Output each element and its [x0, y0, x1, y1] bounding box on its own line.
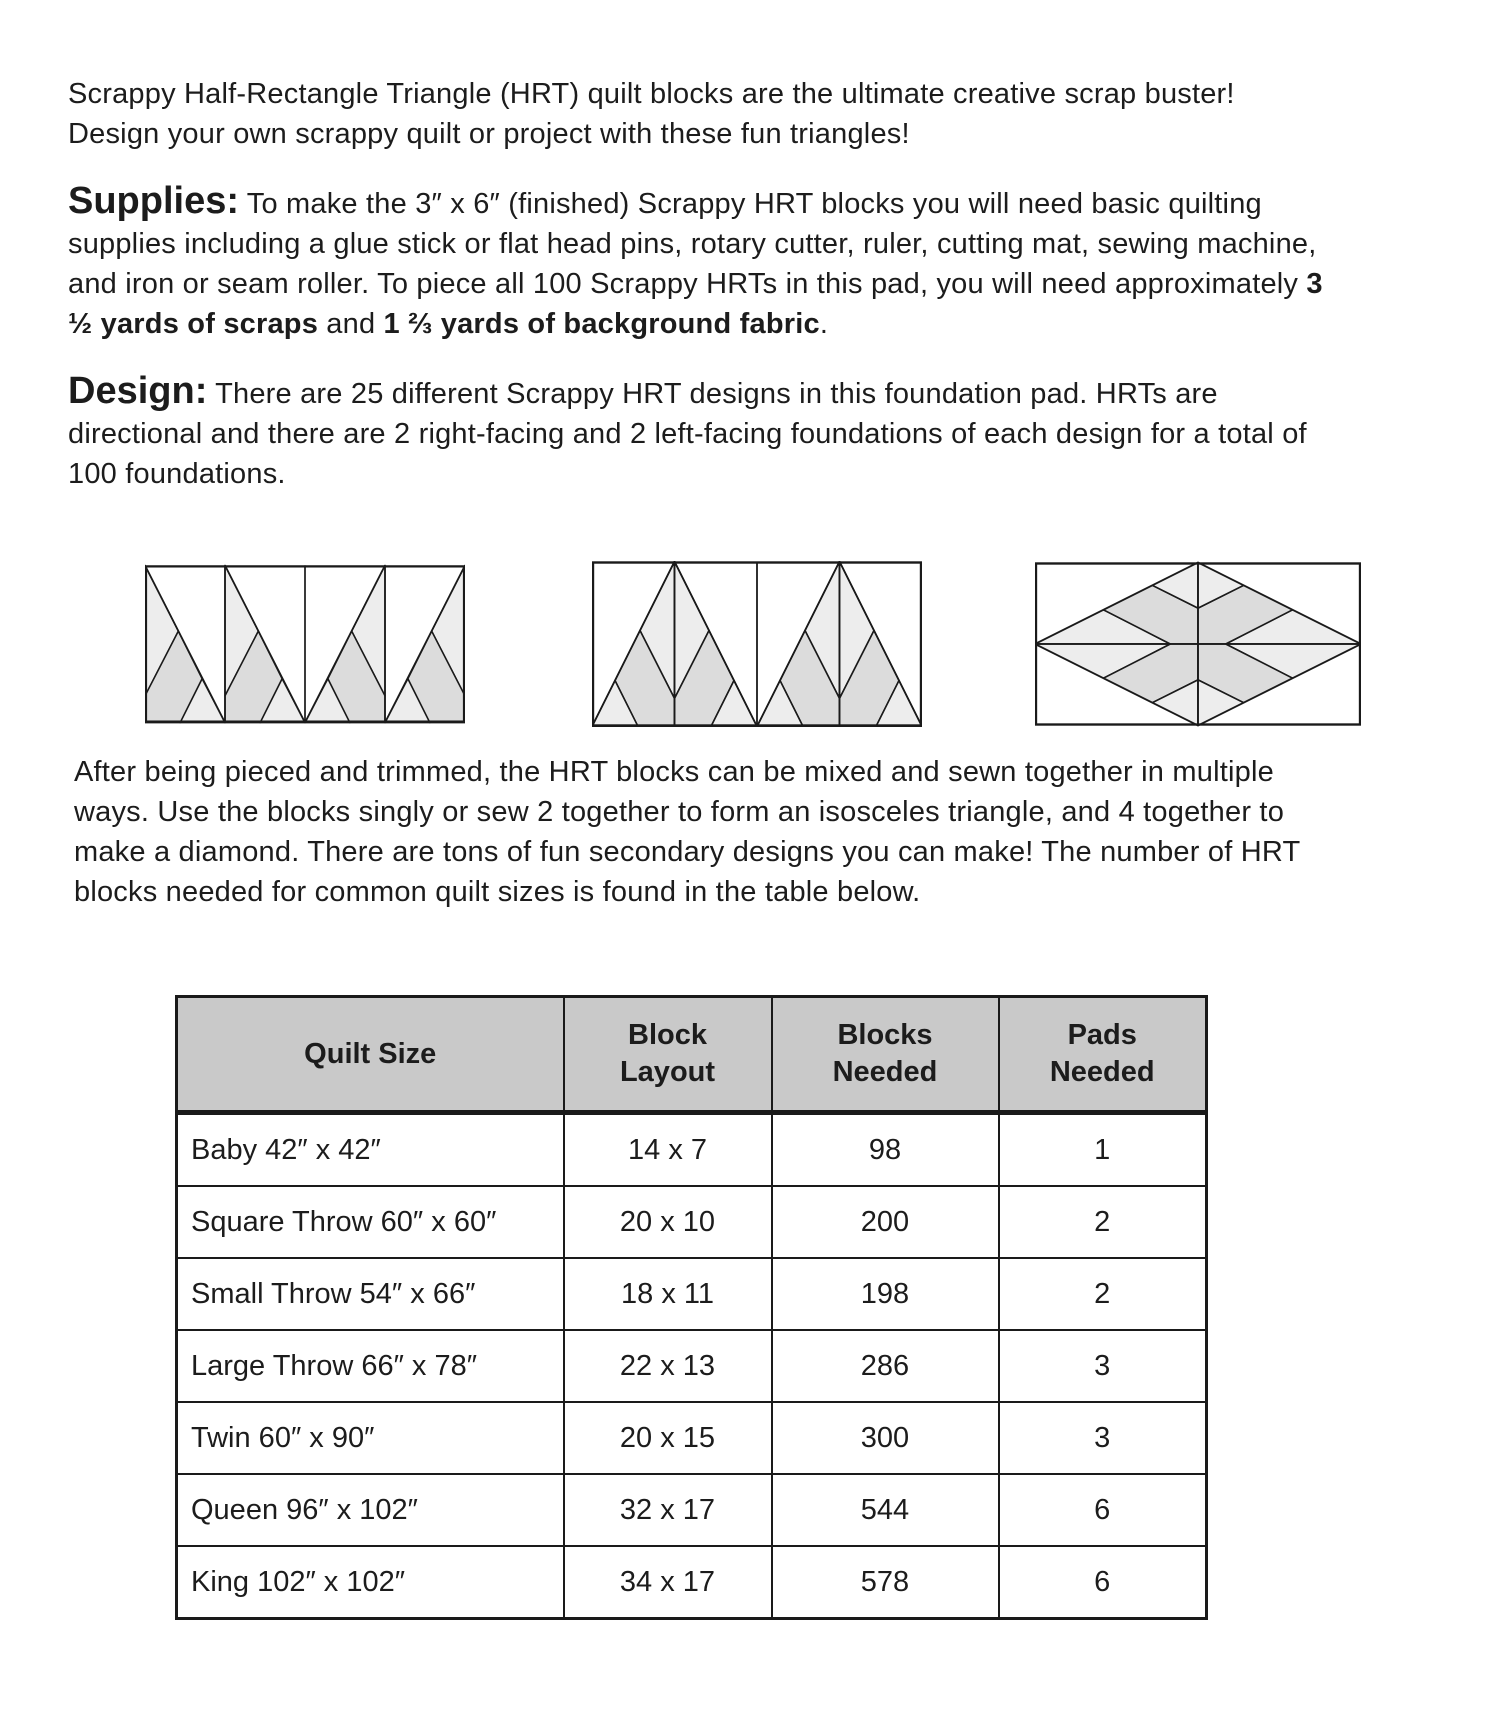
table-row	[177, 1402, 1207, 1474]
design-heading: Design:	[68, 370, 208, 412]
cell-blocks-needed: 200	[772, 1186, 999, 1258]
cell-block-layout: 14 x 7	[564, 1113, 772, 1187]
supplies-bold-background: 1 ⅔ yards of background fabric	[383, 308, 820, 340]
intro-line-2: Design your own scrappy quilt or project with these fun triangles!	[68, 118, 910, 150]
hrt-diamond-diagram	[1035, 561, 1361, 727]
hrt-single-blocks-diagram	[145, 561, 465, 727]
cell-quilt-size: Twin 60″ x 90″	[177, 1402, 564, 1474]
cell-quilt-size: Queen 96″ x 102″	[177, 1474, 564, 1546]
cell-pads-needed: 2	[999, 1186, 1207, 1258]
supplies-heading: Supplies:	[68, 180, 240, 222]
supplies-text-2: and	[318, 308, 384, 340]
cell-pads-needed: 3	[999, 1402, 1207, 1474]
diagrams-row	[0, 561, 1500, 727]
intro-line-1: Scrappy Half-Rectangle Triangle (HRT) quilt blocks are the ultimate creative scrap buster!	[68, 78, 1235, 110]
cell-pads-needed: 1	[999, 1113, 1207, 1187]
cell-block-layout: 34 x 17	[564, 1546, 772, 1619]
cell-quilt-size: Square Throw 60″ x 60″	[177, 1186, 564, 1258]
hrt-triangle-pairs-svg	[592, 561, 922, 727]
supplies-bold-scraps: 3 ½ yards of scraps	[68, 268, 1323, 340]
cell-pads-needed: 6	[999, 1546, 1207, 1619]
cell-block-layout: 20 x 10	[564, 1186, 772, 1258]
cell-blocks-needed: 198	[772, 1258, 999, 1330]
table-header-row	[177, 997, 1207, 1113]
supplies-text-3: .	[819, 308, 829, 340]
cell-blocks-needed: 300	[772, 1402, 999, 1474]
cell-quilt-size: King 102″ x 102″	[177, 1546, 564, 1619]
design-text: There are 25 different Scrappy HRT designs in this foundation pad. HRTs are directional and there are 2 right-facing and 2 left-facing foundations of each design for a total of 100 foundations.	[68, 378, 1307, 490]
cell-blocks-needed: 98	[772, 1113, 999, 1187]
cell-block-layout: 18 x 11	[564, 1258, 772, 1330]
cell-quilt-size: Small Throw 54″ x 66″	[177, 1258, 564, 1330]
supplies-text-1: To make the 3″ x 6″ (finished) Scrappy HRT blocks you will need basic quilting supplies including a glue stick or flat head pins, rotary cutter, ruler, cutting mat, sewing machine, and iron or seam roller. To piece all 100 Scrappy HRTs in this pad, you will need approximately	[68, 188, 1317, 300]
table-row	[177, 1186, 1207, 1258]
hrt-triangle-pairs-diagram	[592, 561, 922, 727]
hrt-single-blocks-svg	[145, 561, 465, 727]
assembly-paragraph: After being pieced and trimmed, the HRT blocks can be mixed and sewn together in multiple ways. Use the blocks singly or sew 2 together to form an isosceles triangle, and 4 together to make a diamond. There are tons of fun secondary designs you can make! The number of HRT blocks needed for common quilt sizes is found in the table below.	[74, 756, 1300, 908]
hrt-diamond-svg	[1035, 561, 1361, 727]
header-pads-needed: Pads Needed	[999, 997, 1207, 1113]
intro-paragraph	[68, 74, 1378, 154]
table-row	[177, 1258, 1207, 1330]
cell-quilt-size: Large Throw 66″ x 78″	[177, 1330, 564, 1402]
header-blocks-needed: Blocks Needed	[772, 997, 999, 1113]
supplies-paragraph	[68, 181, 1323, 344]
cell-pads-needed: 2	[999, 1258, 1207, 1330]
cell-pads-needed: 6	[999, 1474, 1207, 1546]
table-row	[177, 1330, 1207, 1402]
cell-pads-needed: 3	[999, 1330, 1207, 1402]
table-row	[177, 1546, 1207, 1619]
table-row	[177, 1474, 1207, 1546]
cell-block-layout: 22 x 13	[564, 1330, 772, 1402]
cell-block-layout: 20 x 15	[564, 1402, 772, 1474]
quilt-size-table	[175, 995, 1208, 1620]
cell-blocks-needed: 578	[772, 1546, 999, 1619]
design-paragraph	[68, 371, 1323, 494]
cell-block-layout: 32 x 17	[564, 1474, 772, 1546]
header-quilt-size: Quilt Size	[177, 997, 564, 1113]
table-row	[177, 1113, 1207, 1187]
header-block-layout: Block Layout	[564, 997, 772, 1113]
cell-quilt-size: Baby 42″ x 42″	[177, 1113, 564, 1187]
cell-blocks-needed: 544	[772, 1474, 999, 1546]
cell-blocks-needed: 286	[772, 1330, 999, 1402]
